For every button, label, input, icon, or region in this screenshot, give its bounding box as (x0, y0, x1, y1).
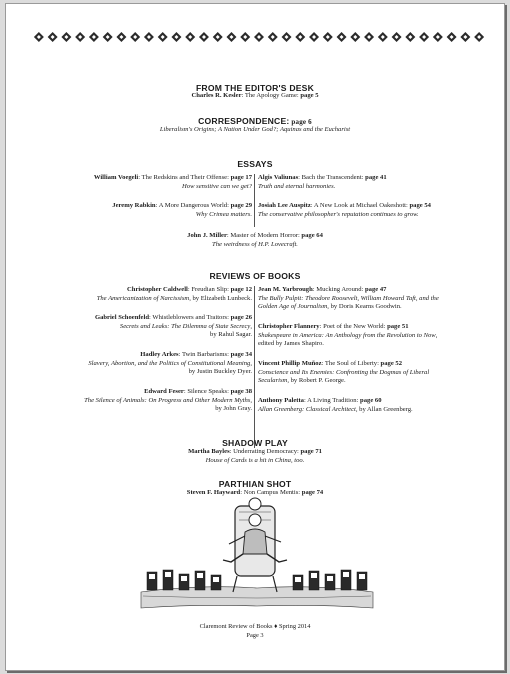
ornament-diamond (419, 32, 429, 42)
review-title: : Silence Speaks: (183, 388, 229, 395)
review-book-info: Slavery, Abortion, and the Politics of Constitutional Meaning (88, 359, 251, 367)
ornament-diamond (89, 32, 99, 42)
ornament-diamond (460, 32, 470, 42)
review-book-info: , by Elizabeth Lunbeck. (189, 294, 252, 302)
correspondence-heading (6, 116, 504, 126)
essay-entry-center: John J. Miller: Master of Modern Horror: page 64 (187, 232, 323, 239)
review-author: Edward Feser (144, 388, 184, 395)
review-page: page 34 (228, 351, 252, 358)
ornament-diamond (130, 32, 140, 42)
decorative-border-ornament (32, 31, 486, 43)
ornament-diamond (364, 32, 374, 42)
review-entry (258, 286, 478, 312)
review-title: : Twin Barbarisms: (178, 351, 229, 358)
essay-entry: Algis Valiunas: Bach the Transcendent: page 41 Truth and eternal harmonies. (258, 174, 387, 190)
shadow-play-heading: SHADOW PLAY (222, 438, 288, 448)
ornament-diamond (199, 32, 209, 42)
footer-page-number: Page 3 (246, 632, 264, 639)
review-page: page 60 (358, 397, 382, 404)
editors-desk-title: : The Apology Game: (241, 92, 299, 99)
shadow-play-sub: House of Cards is a hit in China, too. (205, 457, 305, 464)
ornament-diamond (309, 32, 319, 42)
review-entry (258, 397, 478, 414)
review-book-info: , (250, 322, 252, 330)
review-page: page 26 (228, 314, 252, 321)
ornament-diamond (158, 32, 168, 42)
ornament-diamond (474, 32, 484, 42)
review-book-info: by Rahul Sagar. (210, 331, 252, 339)
review-book-info: The Americanization of Narcissism (96, 294, 190, 302)
ornament-diamond (48, 32, 58, 42)
review-book-info: by John Gray. (215, 405, 252, 413)
ornament-diamond (405, 32, 415, 42)
review-entry (42, 286, 252, 303)
ornament-diamond (61, 32, 71, 42)
essays-heading: ESSAYS (237, 159, 273, 169)
review-book-info: The Bully Pulpit: Theodore Roosevelt, William Howard Taft, and the (258, 294, 439, 302)
review-page: page 52 (378, 360, 402, 367)
footer-publication: Claremont Review of Books ♦ Spring 2014 (199, 623, 311, 630)
review-entry (42, 388, 252, 414)
review-book-info: Secularism (258, 377, 288, 385)
reviews-column-divider (254, 286, 255, 448)
review-book-info: , by Allan Greenberg. (355, 405, 413, 413)
parthian-shot-heading: PARTHIAN SHOT (218, 479, 292, 489)
review-entry (42, 314, 252, 340)
magazine-page (5, 3, 505, 671)
ornament-diamond (350, 32, 360, 42)
review-book-info: Allan Greenberg: Classical Architect (258, 405, 356, 413)
review-book-info: Shakespeare in America: An Anthology from the Revolution to Now (258, 331, 436, 339)
ornament-diamond (213, 32, 223, 42)
ornament-diamond (254, 32, 264, 42)
ornament-diamond (295, 32, 305, 42)
review-author: Christopher Flannery (258, 323, 320, 330)
review-author: Hadley Arkes (140, 351, 179, 358)
ornament-diamond (282, 32, 292, 42)
review-book-info: Secrets and Leaks: The Dilemma of State Secrecy (119, 322, 251, 330)
essay-entry: William Voegeli: The Redskins and Their Offense: page 17 How sensitive can we get? (93, 174, 252, 190)
review-book-info: , by Doris Kearns Goodwin. (327, 303, 402, 311)
review-author: Jean M. Yarbrough (258, 286, 313, 293)
ornament-diamond (34, 32, 44, 42)
ornament-diamond (226, 32, 236, 42)
review-book-info: Conscience and Its Enemies: Confronting the Dogmas of Liberal (258, 368, 430, 376)
review-author: Gabriel Schoenfeld (94, 314, 149, 321)
reviews-heading: REVIEWS OF BOOKS (209, 271, 301, 281)
review-title: : Freudian Slip: (187, 286, 229, 293)
correspondence-subtitle: Liberalism's Origins; A Nation Under God?; Aquinas and the Eucharist (159, 126, 351, 133)
ornament-diamond (433, 32, 443, 42)
review-page: page 12 (228, 286, 252, 293)
ornament-diamond (323, 32, 333, 42)
review-book-info: , (250, 396, 252, 404)
correspondence-heading-text: CORRESPONDENCE: (198, 116, 290, 126)
ornament-diamond (144, 32, 154, 42)
correspondence-page: page 6 (289, 118, 312, 126)
review-book-info: edited by James Shapiro. (258, 340, 324, 348)
review-author: Vincent Phillip Muñoz (258, 360, 322, 367)
ornament-diamond (447, 32, 457, 42)
ornament-diamond (240, 32, 250, 42)
review-entry (42, 351, 252, 377)
review-book-info: The Silence of Animals: On Progress and Other Modern Myths (84, 396, 251, 404)
parthian-shot-entry: Steven F. Hayward: Non Campus Mentis: page 74 (186, 489, 324, 496)
review-page: page 47 (363, 286, 387, 293)
essay-entry-center-sub: The weirdness of H.P. Lovecraft. (212, 241, 298, 248)
editors-desk-page: page 5 (298, 92, 319, 99)
review-author: Anthony Paletta (258, 397, 304, 404)
editors-desk-entry (6, 92, 504, 101)
editors-desk-author: Charles R. Kesler (191, 92, 242, 99)
essays-column-divider (254, 174, 255, 227)
review-book-info: , by Robert P. George. (287, 377, 346, 385)
ornament-diamond (75, 32, 85, 42)
review-title: : A Living Tradition: (303, 397, 359, 404)
ornament-diamond (378, 32, 388, 42)
review-book-info: by Justin Buckley Dyer. (188, 368, 252, 376)
ornament-diamond (268, 32, 278, 42)
ornament-diamond (116, 32, 126, 42)
ornament-diamond (103, 32, 113, 42)
review-book-info: , (435, 331, 438, 339)
review-book-info: , (250, 359, 252, 367)
review-page: page 51 (385, 323, 409, 330)
review-title: : The Soul of Liberty: (321, 360, 379, 367)
ornament-diamond (392, 32, 402, 42)
review-page: page 38 (228, 388, 252, 395)
ornament-diamond (337, 32, 347, 42)
ornament-diamond (185, 32, 195, 42)
review-entry (258, 323, 478, 349)
review-title: : Mucking Around: (312, 286, 364, 293)
essay-entry: Josiah Lee Auspitz: A New Look at Michael Oakeshott: page 54 The conservative philosopher's reputation continues to grow. (258, 202, 431, 218)
review-author: Christopher Caldwell (127, 286, 188, 293)
ornament-diamond (171, 32, 181, 42)
review-title: : Poet of the New World: (319, 323, 386, 330)
throne-illustration (139, 496, 375, 614)
review-book-info: Golden Age of Journalism (258, 303, 328, 311)
essay-entry: Jeremy Rabkin: A More Dangerous World: page 29 Why Crimea matters. (112, 202, 252, 218)
editors-desk-heading: FROM THE EDITOR'S DESK (195, 83, 314, 93)
shadow-play-entry: Martha Bayles: Underrating Democracy: page 71 (188, 448, 322, 455)
review-entry (258, 360, 478, 386)
review-title: : Whistleblowers and Traitors: (149, 314, 229, 321)
